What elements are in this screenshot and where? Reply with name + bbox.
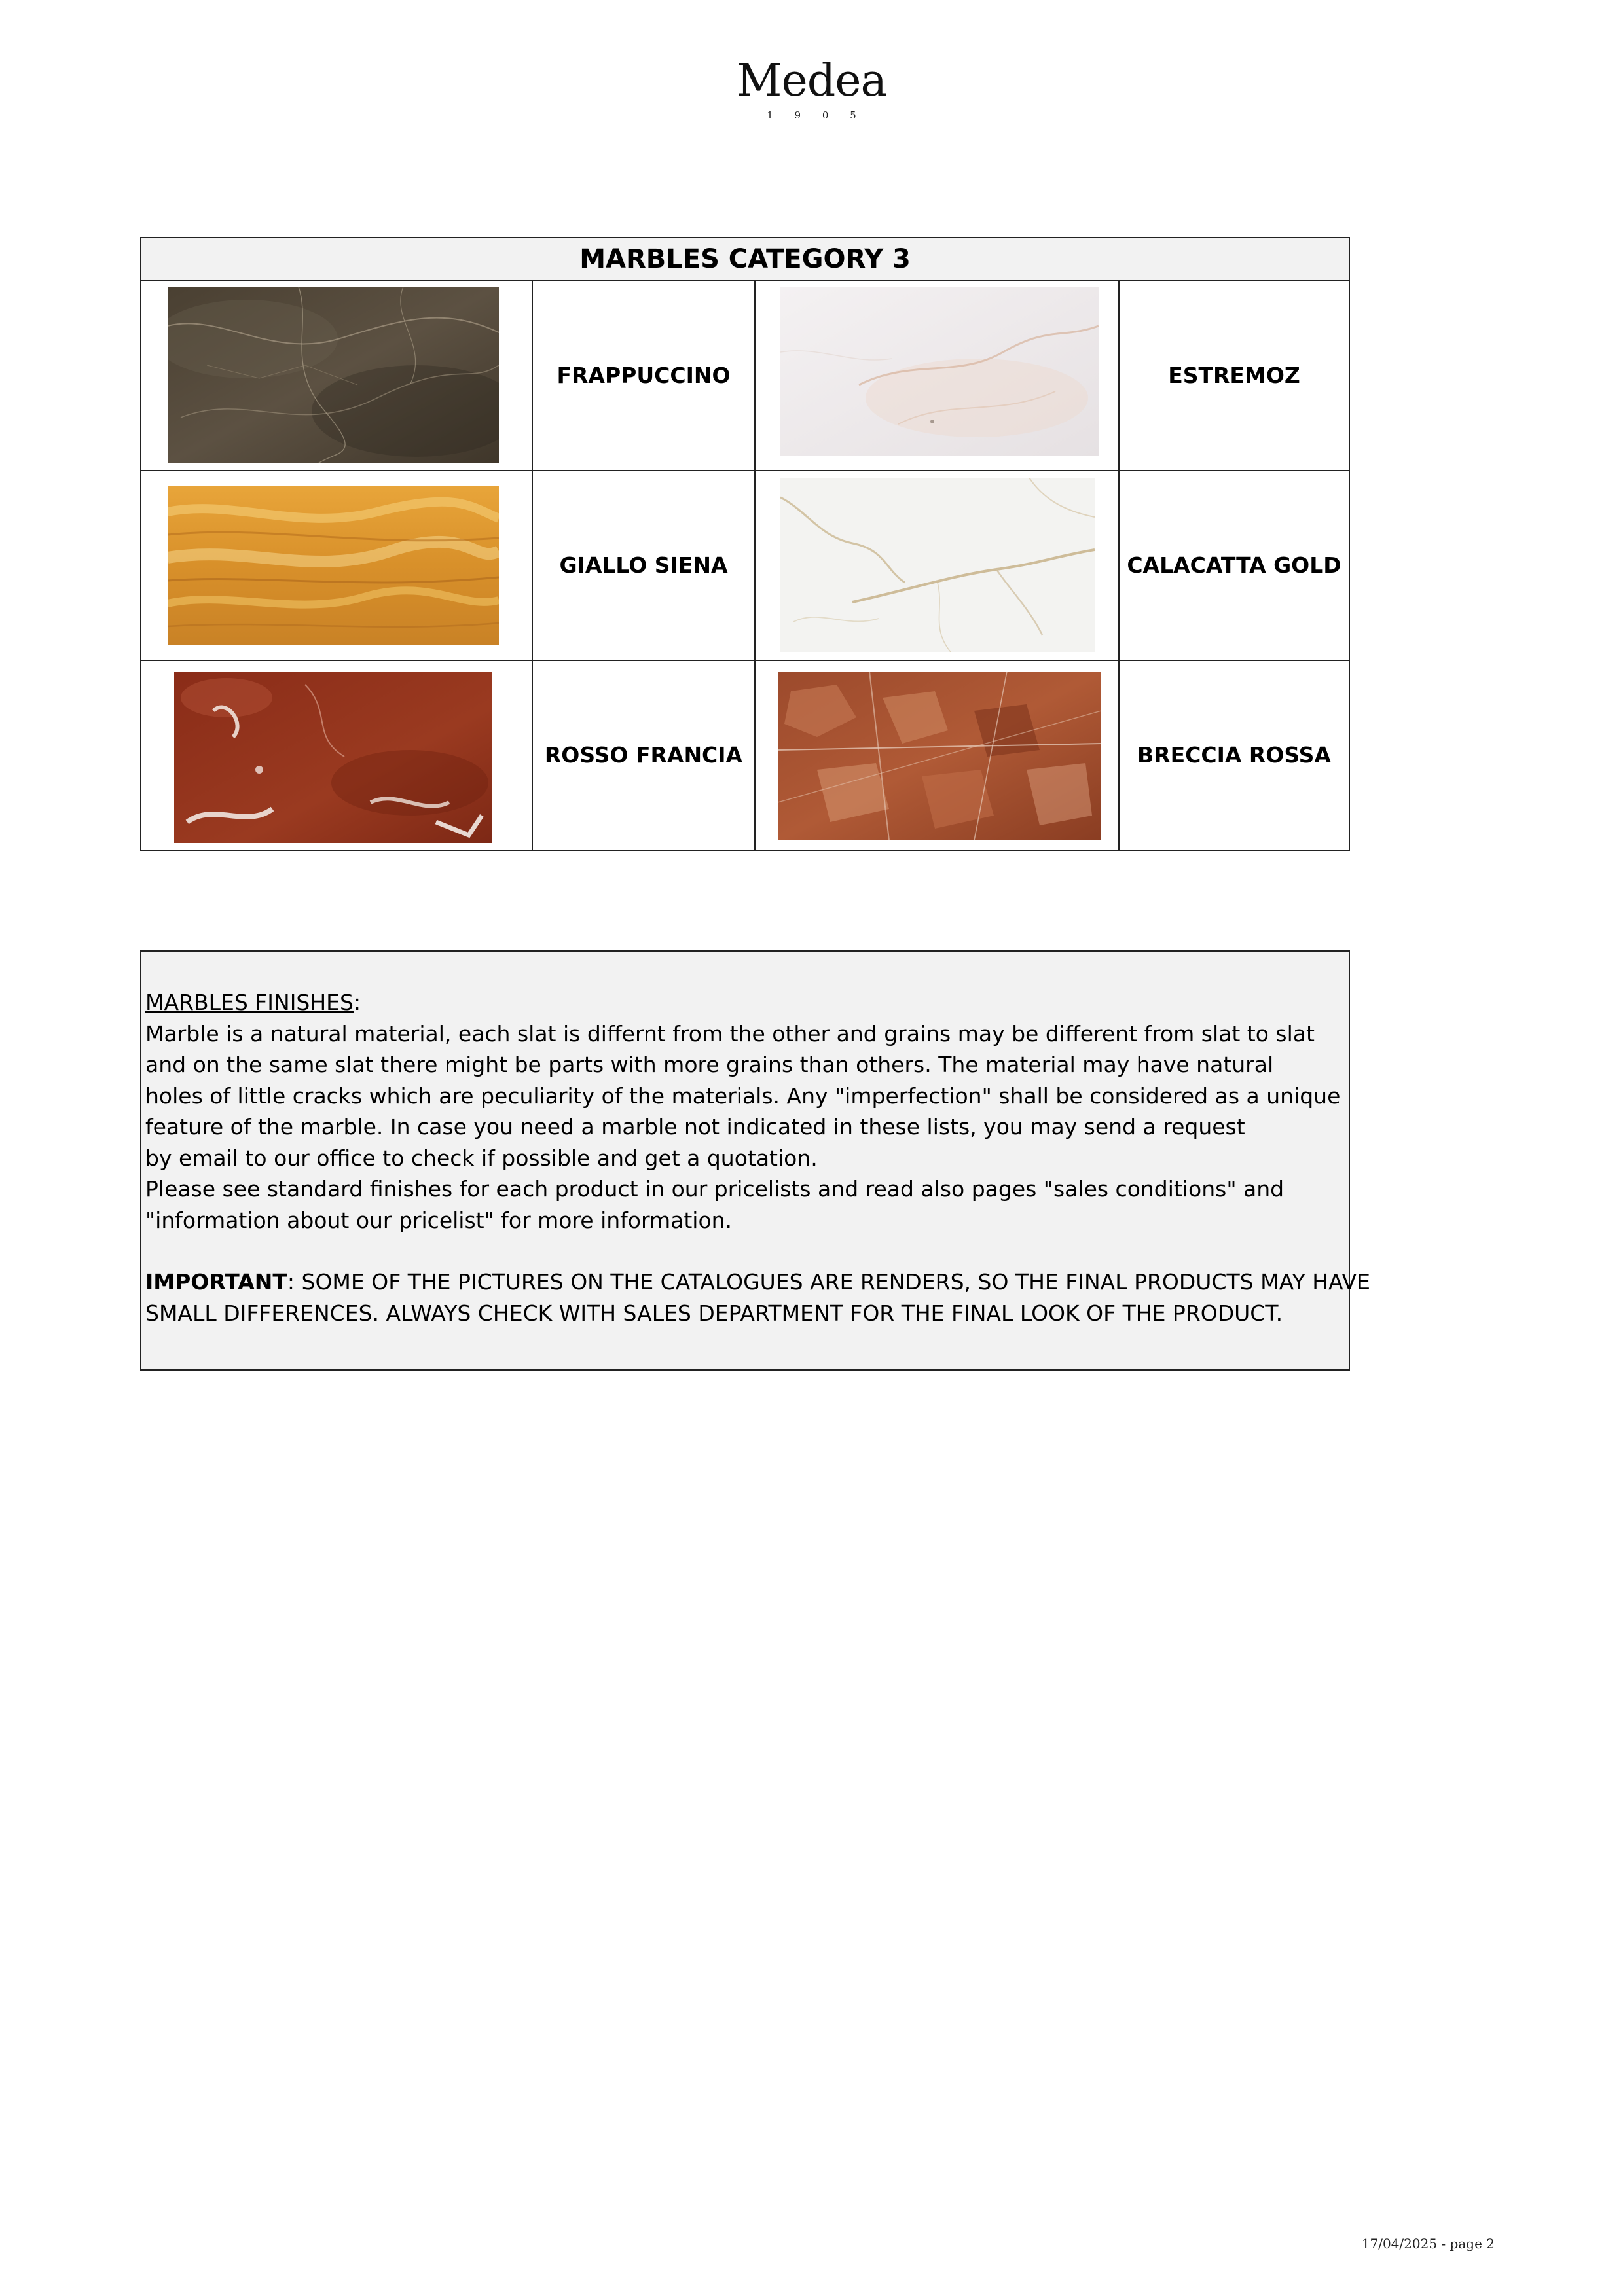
note-line: Please see standard finishes for each product in our pricelists and read also pages "sales conditions" and: [145, 1176, 1285, 1202]
red-white-marble-swatch: [174, 672, 492, 843]
marble-name-cell: [1120, 471, 1349, 660]
note-line: feature of the marble. In case you need a marble not indicated in these lists, you may send a request: [145, 1114, 1245, 1139]
swatch-cell: [756, 661, 1120, 850]
note-line: and on the same slat there might be parts with more grains than others. The material may have natural: [145, 1052, 1274, 1077]
marble-finishes-note: [140, 950, 1370, 1371]
golden-yellow-marble-swatch: [168, 486, 499, 645]
page-footer-date: 17/04/2025 - page 2: [1361, 2236, 1495, 2251]
swatch-cell: [141, 471, 533, 660]
marble-name-cell: [533, 281, 756, 470]
note-heading-suffix: :: [353, 990, 361, 1015]
white-gold-vein-marble-swatch: [780, 478, 1095, 652]
marble-name-cell: [533, 471, 756, 660]
marble-name: BRECCIA ROSSA: [1137, 742, 1331, 768]
note-heading-line: [145, 987, 1349, 1018]
note-spacer: [145, 1236, 1349, 1266]
logo-year: 1 9 0 5: [767, 109, 866, 121]
marble-name-cell: [533, 661, 756, 850]
table-row: [141, 661, 1349, 850]
important-label: IMPORTANT: [145, 1269, 287, 1295]
swatch-cell: [141, 661, 533, 850]
note-heading: MARBLES FINISHES: [145, 990, 354, 1015]
note-line: "information about our pricelist" for more information.: [145, 1207, 733, 1233]
important-notice-line: [145, 1266, 1370, 1298]
marble-name: GIALLO SIENA: [559, 552, 728, 578]
table-row: [141, 471, 1349, 661]
swatch-cell: [141, 281, 533, 470]
marble-name: FRAPPUCCINO: [556, 363, 731, 388]
note-line: Marble is a natural material, each slat is differnt from the other and grains may be different from slat to slat: [145, 1020, 1315, 1047]
table-row: [141, 281, 1349, 471]
brand-logo: [0, 55, 1623, 122]
marble-name-cell: [1120, 661, 1349, 850]
note-line: holes of little cracks which are peculiarity of the materials. Any "imperfection" shall be considered as a unique: [145, 1083, 1341, 1109]
marble-name: ESTREMOZ: [1168, 363, 1300, 388]
marble-name: ROSSO FRANCIA: [544, 742, 743, 768]
white-pink-marble-swatch: [780, 287, 1099, 456]
note-line: by email to our office to check if possible and get a quotation.: [145, 1145, 818, 1171]
marble-category-table: [140, 237, 1350, 851]
table-title: MARBLES CATEGORY 3: [141, 238, 1349, 281]
dark-brown-marble-swatch: [168, 287, 499, 463]
marble-name-cell: [1120, 281, 1349, 470]
red-breccia-marble-swatch: [778, 672, 1101, 840]
marble-name: CALACATTA GOLD: [1127, 552, 1341, 578]
important-text: : SOME OF THE PICTURES ON THE CATALOGUES ARE RENDERS, SO THE FINAL PRODUCTS MAY HAVE: [287, 1269, 1370, 1295]
important-notice-line: SMALL DIFFERENCES. ALWAYS CHECK WITH SALES DEPARTMENT FOR THE FINAL LOOK OF THE PRODUCT.: [145, 1300, 1283, 1326]
swatch-cell: [756, 281, 1120, 470]
logo-name: Medea: [736, 55, 887, 107]
swatch-cell: [756, 471, 1120, 660]
